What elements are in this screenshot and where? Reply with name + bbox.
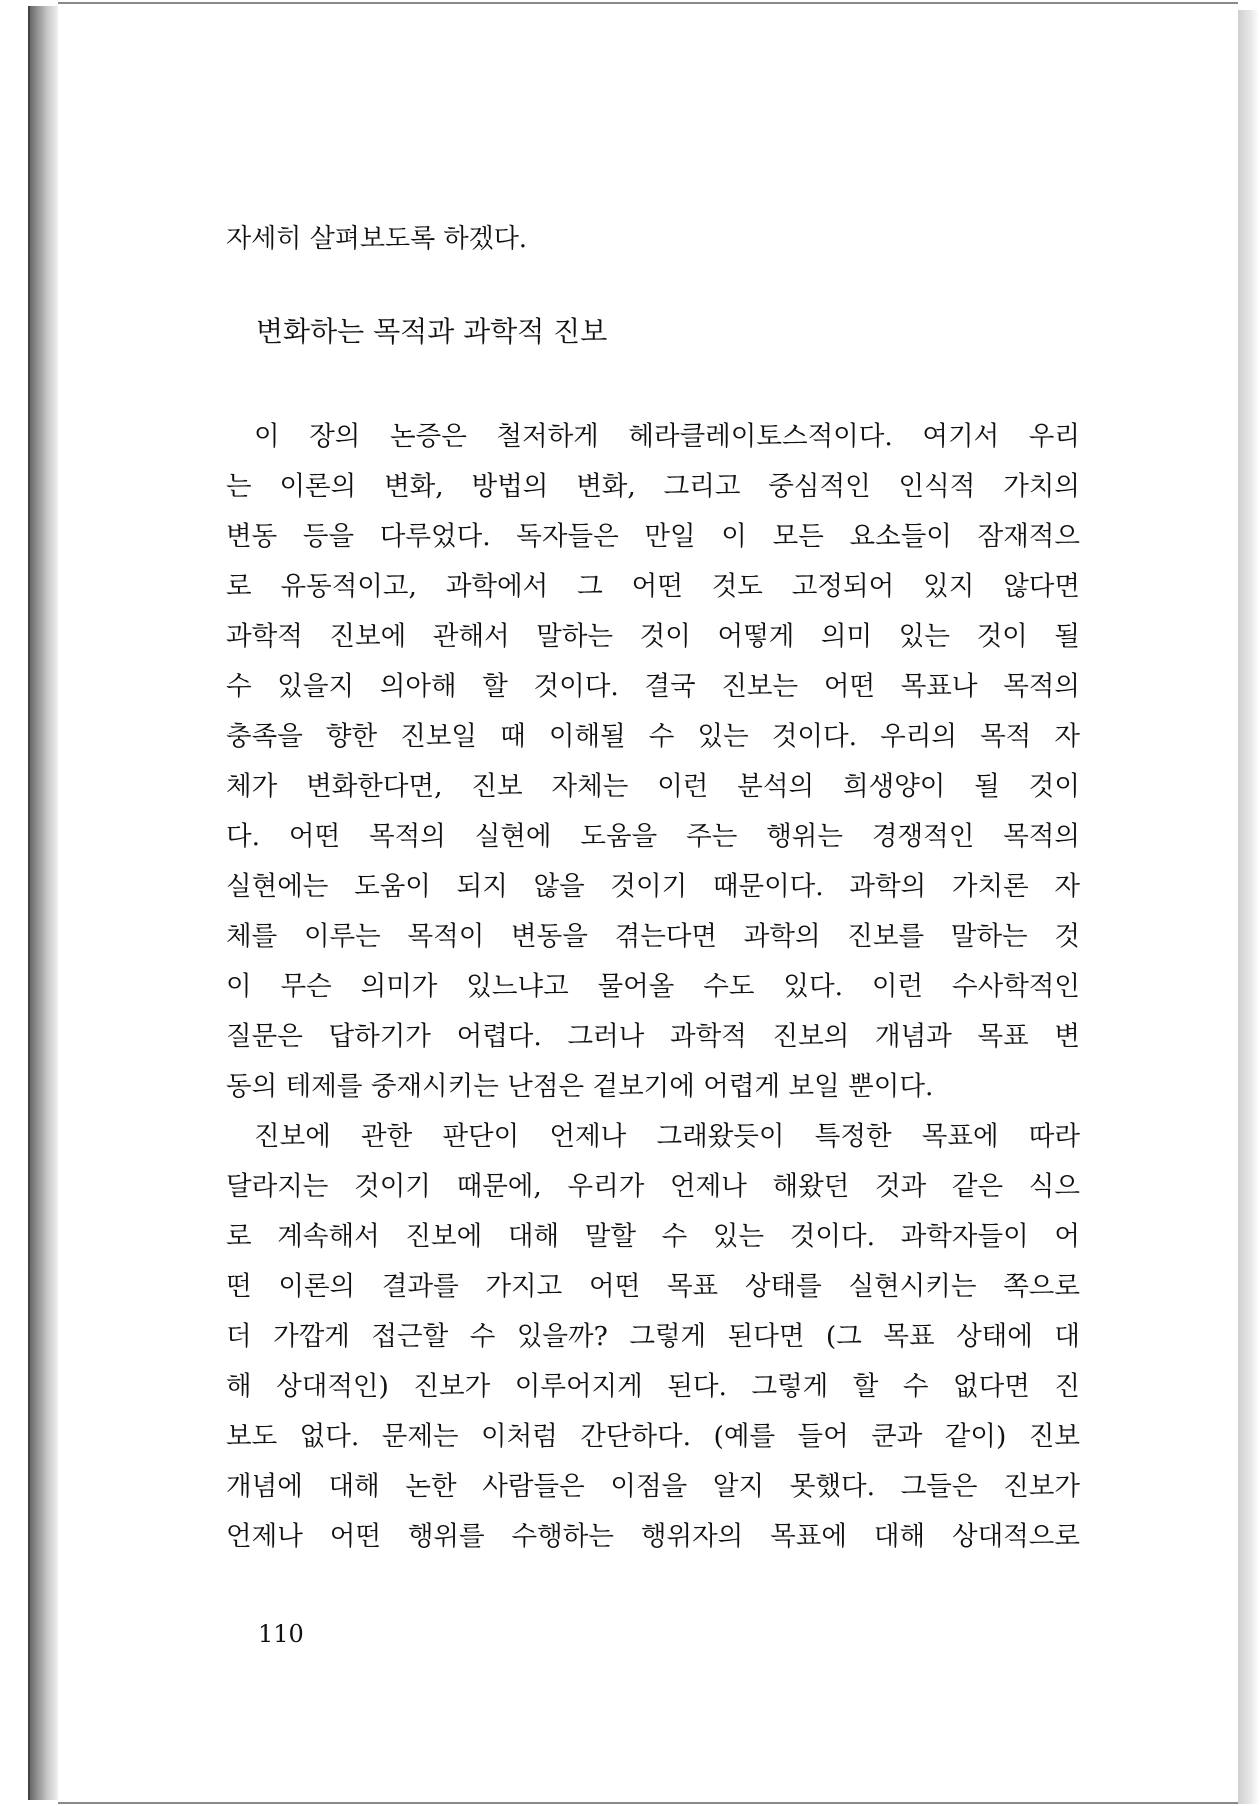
text-line: 진보에 관한 판단이 언제나 그래왔듯이 특정한 목표에 따라 <box>254 1121 1080 1152</box>
text-line: 과학적 진보에 관해서 말하는 것이 어떻게 의미 있는 것이 될 <box>226 621 1080 652</box>
text-line: 동의 테제를 중재시키는 난점은 겉보기에 어렵게 보일 뿐이다. <box>226 1071 934 1102</box>
text-line: 더 가깝게 접근할 수 있을까? 그렇게 된다면 (그 목표 상태에 대 <box>226 1321 1080 1352</box>
text-line: 이 장의 논증은 철저하게 헤라클레이토스적이다. 여기서 우리 <box>254 421 1080 452</box>
text-line: 해 상대적인) 진보가 이루어지게 된다. 그렇게 할 수 없다면 진 <box>226 1371 1080 1402</box>
text-line: 충족을 향한 진보일 때 이해될 수 있는 것이다. 우리의 목적 자 <box>226 721 1080 752</box>
text-line: 수 있을지 의아해 할 것이다. 결국 진보는 어떤 목표나 목적의 <box>226 671 1080 702</box>
text-line: 체를 이루는 목적이 변동을 겪는다면 과학의 진보를 말하는 것 <box>226 921 1080 952</box>
text-line: 질문은 답하기가 어렵다. 그러나 과학적 진보의 개념과 목표 변 <box>226 1021 1080 1052</box>
text-line: 체가 변화한다면, 진보 자체는 이런 분석의 희생양이 될 것이 <box>226 771 1080 802</box>
text-line: 변동 등을 다루었다. 독자들은 만일 이 모든 요소들이 잠재적으 <box>226 521 1080 552</box>
paragraph <box>226 1112 1080 1562</box>
text-line: 는 이론의 변화, 방법의 변화, 그리고 중심적인 인식적 가치의 <box>226 471 1080 502</box>
text-line: 개념에 대해 논한 사람들은 이점을 알지 못했다. 그들은 진보가 <box>226 1471 1080 1502</box>
text-line: 로 계속해서 진보에 대해 말할 수 있는 것이다. 과학자들이 어 <box>226 1221 1080 1252</box>
lead-line: 자세히 살펴보도록 하겠다. <box>226 224 528 254</box>
book-spine-edge <box>28 6 62 1800</box>
text-line: 보도 없다. 문제는 이처럼 간단하다. (예를 들어 쿤과 같이) 진보 <box>226 1421 1080 1452</box>
paragraph <box>226 412 1080 1112</box>
text-line: 언제나 어떤 행위를 수행하는 행위자의 목표에 대해 상대적으로 <box>226 1521 1080 1552</box>
page-shadow <box>1238 10 1259 1804</box>
body-text <box>226 412 1080 1562</box>
section-heading: 변화하는 목적과 과학적 진보 <box>256 315 608 348</box>
text-line: 떤 이론의 결과를 가지고 어떤 목표 상태를 실현시키는 쪽으로 <box>226 1271 1080 1302</box>
text-line: 달라지는 것이기 때문에, 우리가 언제나 해왔던 것과 같은 식으 <box>226 1171 1080 1202</box>
text-line: 다. 어떤 목적의 실현에 도움을 주는 행위는 경쟁적인 목적의 <box>226 821 1080 852</box>
text-line: 이 무슨 의미가 있느냐고 물어올 수도 있다. 이런 수사학적인 <box>226 971 1080 1002</box>
text-line: 실현에는 도움이 되지 않을 것이기 때문이다. 과학의 가치론 자 <box>226 871 1080 902</box>
page-number: 110 <box>258 1620 304 1648</box>
text-line: 로 유동적이고, 과학에서 그 어떤 것도 고정되어 있지 않다면 <box>226 571 1080 602</box>
